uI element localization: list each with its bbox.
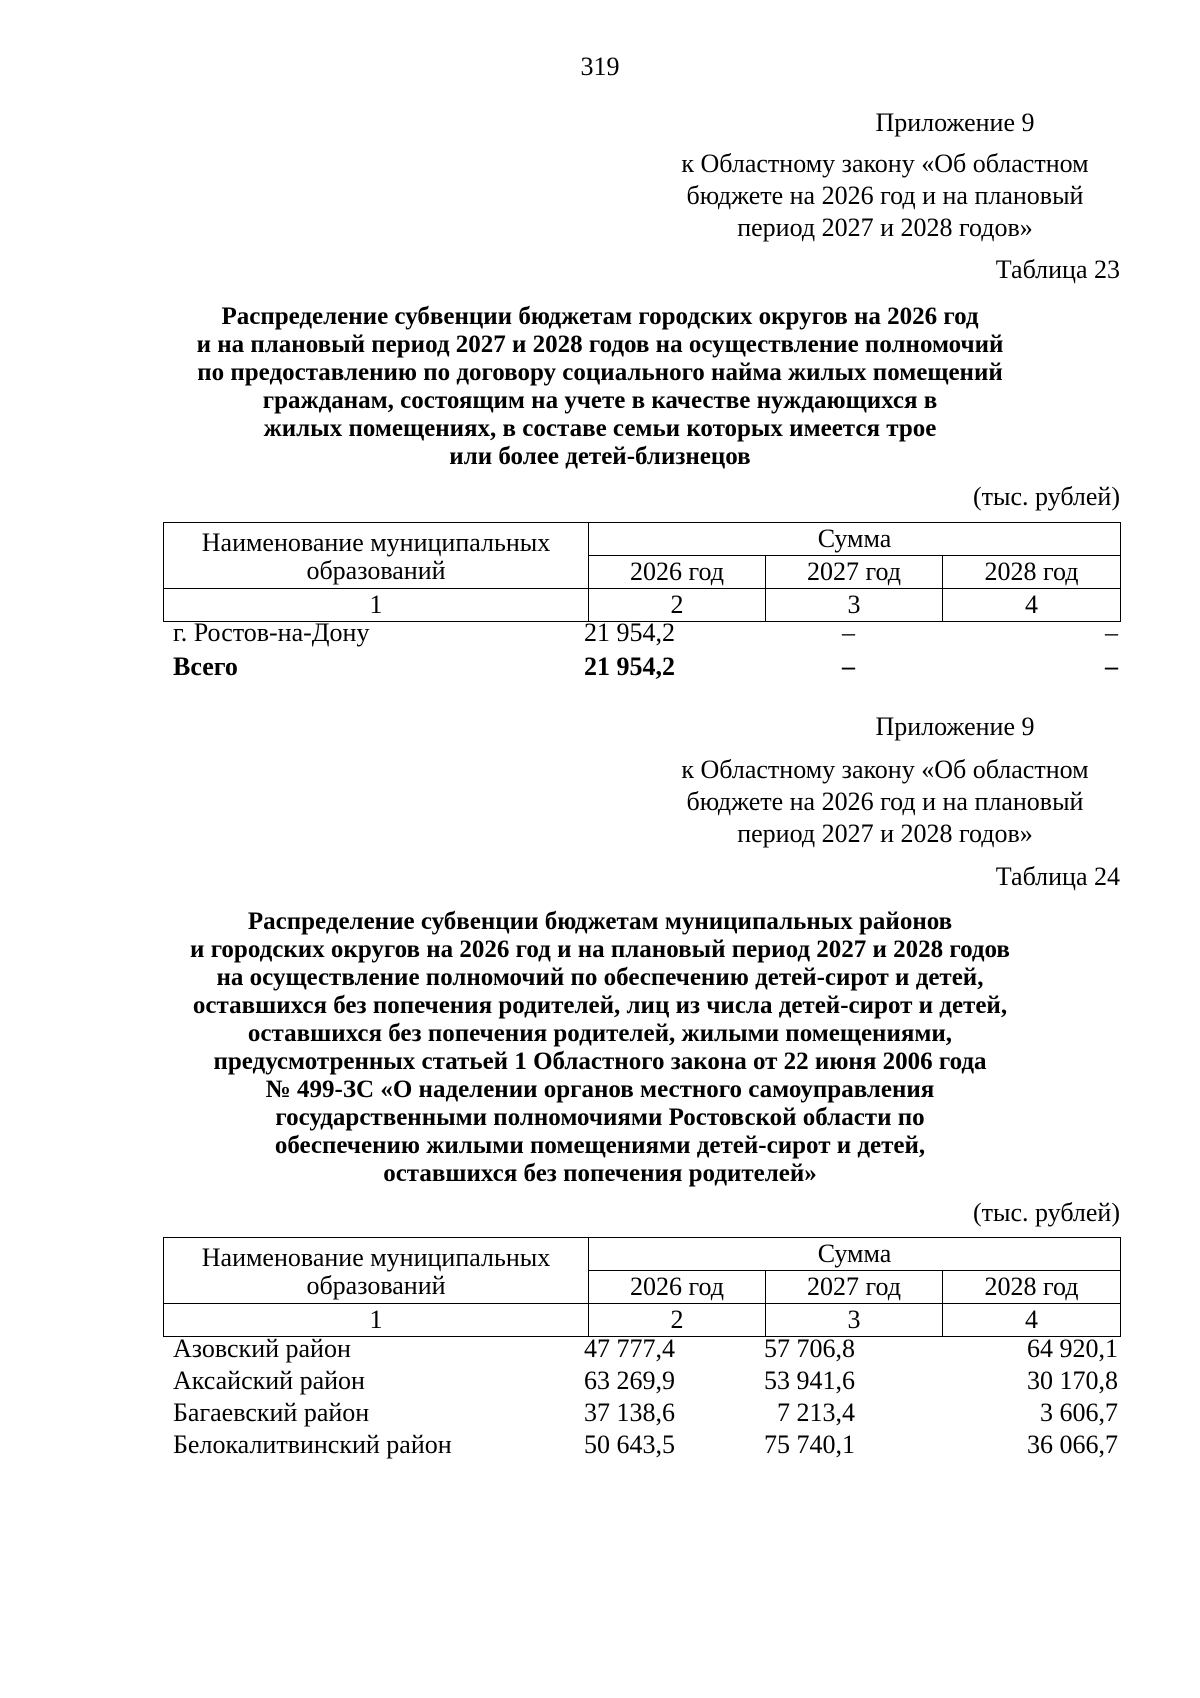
- column-number: 4: [943, 589, 1121, 622]
- column-number: 1: [164, 1304, 589, 1337]
- table-row: [163, 1366, 1120, 1400]
- header-year: 2026 год: [589, 1271, 766, 1304]
- column-number: 3: [766, 1304, 943, 1337]
- header-year: 2028 год: [943, 1271, 1121, 1304]
- column-number: 2: [589, 1304, 766, 1337]
- row-name: Аксайский район: [173, 1366, 365, 1395]
- column-number: 2: [589, 589, 766, 622]
- appendix-reference: к Областному закону «Об областном бюджете на 2026 год и на плановый период 2027 и 2028 годов»: [681, 755, 1089, 848]
- row-value-2028: 30 170,8: [1027, 1366, 1118, 1395]
- row-name: Белокалитвинский район: [173, 1430, 452, 1459]
- header-year: 2028 год: [943, 556, 1121, 589]
- total-name: Всего: [173, 652, 238, 681]
- table-label: Таблица 24: [995, 862, 1120, 891]
- row-name: Багаевский район: [173, 1398, 370, 1427]
- row-value-2026: 21 954,2: [584, 618, 675, 647]
- header-year: 2026 год: [589, 556, 766, 589]
- appendix-title: Приложение 9: [875, 108, 1035, 137]
- table-row: [163, 1398, 1120, 1432]
- row-value-2028: 36 066,7: [1027, 1430, 1118, 1459]
- table-title: Распределение субвенции бюджетам городских округов на 2026 год и на плановый период 2027 и 2028 годов на осуществление полномочий по предоставлению по договору социального найма жилых помещений гражданам, состоящим на учете в качестве нуждающихся в жилых помещениях, в составе семьи которых имеется трое или более детей-близнецов: [196, 303, 1004, 470]
- total-value-2026: 21 954,2: [584, 652, 675, 681]
- total-row: [163, 652, 1120, 686]
- table-header: [163, 1237, 1121, 1337]
- row-value-2026: 47 777,4: [584, 1334, 675, 1363]
- header-year: 2027 год: [766, 556, 943, 589]
- row-value-2026: 50 643,5: [584, 1430, 675, 1459]
- appendix-title: Приложение 9: [875, 712, 1035, 741]
- appendix-reference: к Областному закону «Об областном бюджете на 2026 год и на плановый период 2027 и 2028 годов»: [681, 149, 1089, 242]
- table-row: [163, 1334, 1120, 1368]
- row-value-2028: 3 606,7: [1040, 1398, 1118, 1427]
- units-label: (тыс. рублей): [972, 482, 1120, 511]
- table-row: [163, 1430, 1120, 1464]
- column-number: 4: [943, 1304, 1121, 1337]
- header-name: Наименование муниципальных образований: [164, 523, 589, 589]
- row-value-2027: 7 213,4: [777, 1398, 855, 1427]
- row-value-2028: –: [1105, 618, 1118, 647]
- total-value-2027: –: [842, 652, 855, 681]
- header-sum: Сумма: [589, 1238, 1121, 1271]
- header-name: Наименование муниципальных образований: [164, 1238, 589, 1304]
- table-row: [163, 618, 1120, 652]
- header-year: 2027 год: [766, 1271, 943, 1304]
- row-value-2028: 64 920,1: [1027, 1334, 1118, 1363]
- row-value-2027: 57 706,8: [764, 1334, 855, 1363]
- table-title: Распределение субвенции бюджетам муниципальных районов и городских округов на 2026 год и на плановый период 2027 и 2028 годов на осуществление полномочий по обеспечению детей-сирот и детей, оставшихся без попечения родителей, лиц из числа детей-сирот и детей, оставшихся без попечения родителей, жилыми помещениями, предусмотренных статьей 1 Областного закона от 22 июня 2006 года № 499-ЗС «О наделении органов местного самоуправления государственными полномочиями Ростовской области по обеспечению жилыми помещениями детей-сирот и детей, оставшихся без попечения родителей»: [190, 908, 1010, 1187]
- row-name: г. Ростов-на-Дону: [173, 618, 370, 647]
- page-number: 319: [580, 52, 620, 81]
- units-label: (тыс. рублей): [972, 1198, 1120, 1227]
- row-value-2027: –: [842, 618, 855, 647]
- row-value-2026: 63 269,9: [584, 1366, 675, 1395]
- column-number: 1: [164, 589, 589, 622]
- row-value-2027: 53 941,6: [764, 1366, 855, 1395]
- table-label: Таблица 23: [995, 255, 1120, 284]
- total-value-2028: –: [1105, 652, 1118, 681]
- table-header: [163, 522, 1121, 622]
- column-number: 3: [766, 589, 943, 622]
- row-value-2026: 37 138,6: [584, 1398, 675, 1427]
- header-sum: Сумма: [589, 523, 1121, 556]
- row-value-2027: 75 740,1: [764, 1430, 855, 1459]
- row-name: Азовский район: [173, 1334, 351, 1363]
